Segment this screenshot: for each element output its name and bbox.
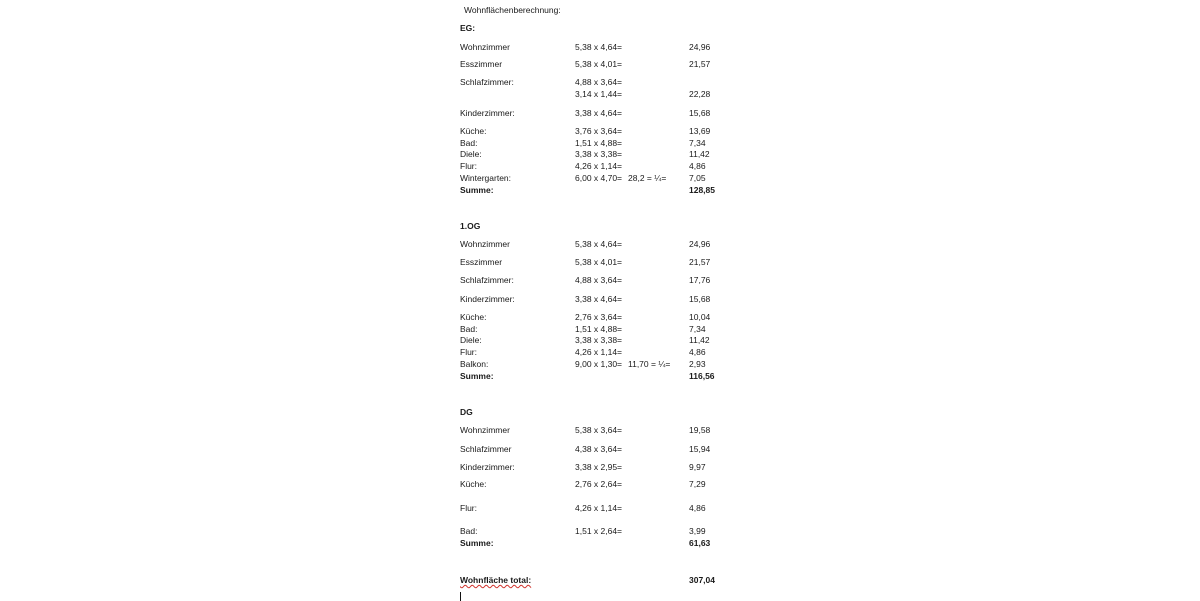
room-label: Schlafzimmer:	[460, 77, 514, 87]
room-label: Wohnzimmer	[460, 425, 510, 435]
area-value: 24,96	[689, 239, 711, 249]
room-label: Wohnzimmer	[460, 239, 510, 249]
room-calculation: 3,38 x 2,95=	[575, 462, 623, 472]
section-heading: DG	[460, 407, 473, 417]
room-calculation: 3,38 x 3,38=	[575, 335, 623, 345]
area-value: 22,28	[689, 89, 711, 99]
room-label: Bad:	[460, 324, 478, 334]
area-value: 7,34	[689, 324, 706, 334]
area-value: 4,86	[689, 503, 706, 513]
area-value: 7,05	[689, 173, 706, 183]
room-calculation: 3,38 x 4,64=	[575, 294, 623, 304]
area-value: 17,76	[689, 275, 711, 285]
area-value: 15,68	[689, 294, 711, 304]
room-label: Flur:	[460, 161, 477, 171]
room-label: Wintergarten:	[460, 173, 512, 183]
room-label: Flur:	[460, 503, 477, 513]
room-label: Summe:	[460, 538, 494, 548]
area-value: 13,69	[689, 126, 711, 136]
total-label: Wohnfläche total:	[460, 575, 532, 585]
area-value: 11,42	[689, 335, 710, 345]
room-label: Kinderzimmer:	[460, 294, 515, 304]
room-calculation: 4,88 x 3,64=	[575, 77, 623, 87]
area-value: 7,34	[689, 138, 706, 148]
area-value: 9,97	[689, 462, 706, 472]
room-label: Schlafzimmer	[460, 444, 512, 454]
room-label: Küche:	[460, 312, 487, 322]
room-calculation: 5,38 x 3,64=	[575, 425, 623, 435]
area-value: 10,04	[689, 312, 711, 322]
room-label: Wohnzimmer	[460, 42, 510, 52]
area-value: 2,93	[689, 359, 706, 369]
room-calculation: 5,38 x 4,01=	[575, 257, 623, 267]
room-calculation: 3,38 x 4,64=	[575, 108, 623, 118]
room-calculation: 1,51 x 4,88=	[575, 138, 623, 148]
document-title: Wohnflächenberechnung:	[464, 5, 561, 15]
area-value: 15,68	[689, 108, 711, 118]
room-label: Summe:	[460, 185, 494, 195]
sum-value: 61,63	[689, 538, 711, 548]
room-label: Summe:	[460, 371, 494, 381]
room-label: Küche:	[460, 126, 487, 136]
area-value: 11,42	[689, 149, 710, 159]
area-value: 19,58	[689, 425, 711, 435]
room-calculation: 2,76 x 2,64=	[575, 479, 623, 489]
room-label: Esszimmer	[460, 59, 503, 69]
room-calculation: 5,38 x 4,64=	[575, 239, 623, 249]
section-heading: EG:	[460, 23, 476, 33]
calculation-note: 11,70 = ¼=	[628, 359, 671, 369]
room-label: Bad:	[460, 138, 478, 148]
room-label: Schlafzimmer:	[460, 275, 514, 285]
room-calculation: 1,51 x 4,88=	[575, 324, 623, 334]
room-calculation: 4,26 x 1,14=	[575, 503, 623, 513]
room-calculation: 3,14 x 1,44=	[575, 89, 623, 99]
room-calculation: 4,26 x 1,14=	[575, 161, 623, 171]
room-label: Balkon:	[460, 359, 489, 369]
calculation-note: 28,2 = ¼=	[628, 173, 667, 183]
area-value: 3,99	[689, 526, 706, 536]
room-label: Diele:	[460, 149, 482, 159]
sum-value: 116,56	[689, 371, 715, 381]
room-calculation: 9,00 x 1,30=	[575, 359, 623, 369]
section-heading: 1.OG	[460, 221, 481, 231]
room-calculation: 5,38 x 4,01=	[575, 59, 623, 69]
room-label: Flur:	[460, 347, 477, 357]
area-value: 4,86	[689, 347, 706, 357]
room-label: Diele:	[460, 335, 482, 345]
room-label: Bad:	[460, 526, 478, 536]
room-label: Kinderzimmer:	[460, 462, 515, 472]
sum-value: 128,85	[689, 185, 715, 195]
area-value: 7,29	[689, 479, 706, 489]
room-calculation: 5,38 x 4,64=	[575, 42, 623, 52]
area-value: 15,94	[689, 444, 711, 454]
room-calculation: 4,88 x 3,64=	[575, 275, 623, 285]
room-calculation: 4,38 x 3,64=	[575, 444, 623, 454]
area-value: 4,86	[689, 161, 706, 171]
room-calculation: 3,38 x 3,38=	[575, 149, 623, 159]
room-label: Küche:	[460, 479, 487, 489]
area-value: 24,96	[689, 42, 711, 52]
room-calculation: 6,00 x 4,70=	[575, 173, 623, 183]
room-calculation: 4,26 x 1,14=	[575, 347, 623, 357]
total-value: 307,04	[689, 575, 715, 585]
area-value: 21,57	[689, 59, 711, 69]
room-label: Kinderzimmer:	[460, 108, 515, 118]
room-label: Esszimmer	[460, 257, 503, 267]
room-calculation: 2,76 x 3,64=	[575, 312, 623, 322]
room-calculation: 1,51 x 2,64=	[575, 526, 623, 536]
area-value: 21,57	[689, 257, 711, 267]
room-calculation: 3,76 x 3,64=	[575, 126, 623, 136]
